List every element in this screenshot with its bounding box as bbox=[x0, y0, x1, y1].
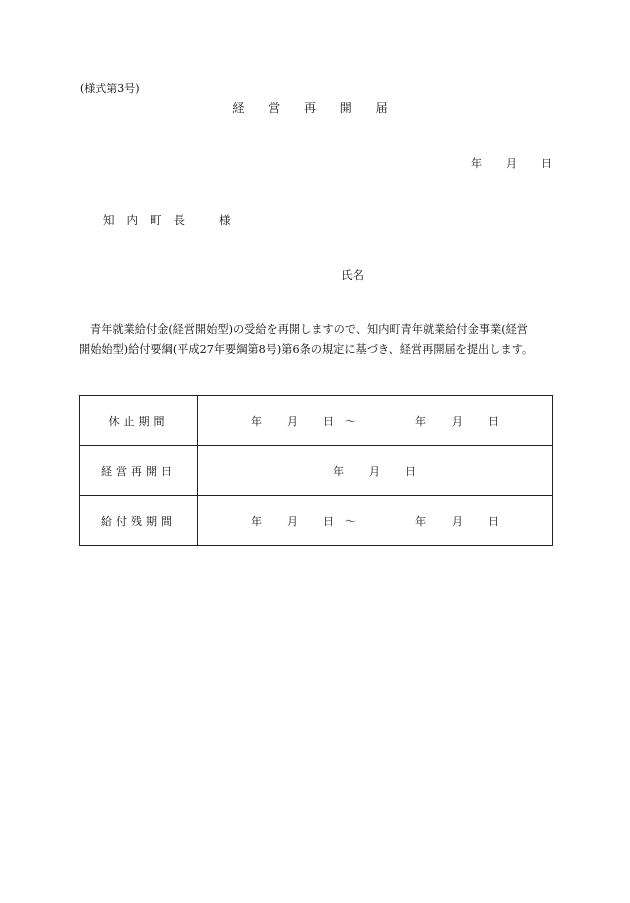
form-number: (様式第3号) bbox=[80, 82, 140, 95]
row-label: 経営再開日 bbox=[80, 446, 198, 496]
body-line-1: 青年就業給付金(経営開始型)の受給を再開しますので、知内町青年就業給付金事業(経営 bbox=[90, 323, 528, 336]
end-year: 年 bbox=[415, 414, 426, 428]
start-month: 月 bbox=[287, 514, 298, 528]
range-tilde: ～ bbox=[345, 514, 356, 528]
resume-year: 年 bbox=[333, 464, 344, 478]
date-day: 日 bbox=[541, 157, 552, 170]
body-paragraph bbox=[79, 320, 559, 360]
table-row-remaining-period bbox=[80, 496, 553, 546]
applicant-name-label: 氏名 bbox=[341, 268, 364, 282]
resume-day: 日 bbox=[405, 464, 416, 478]
resume-month: 月 bbox=[369, 464, 380, 478]
row-value bbox=[198, 496, 553, 546]
table-row-suspension-period bbox=[80, 396, 553, 446]
row-label: 給付残期間 bbox=[80, 496, 198, 546]
row-label: 休止期間 bbox=[80, 396, 198, 446]
body-line-2: 開始始型)給付要綱(平成27年要綱第8号)第6条の規定に基づき、経営再開届を提出します。 bbox=[79, 343, 534, 356]
start-day: 日 bbox=[323, 514, 334, 528]
end-day: 日 bbox=[488, 414, 499, 428]
start-year: 年 bbox=[251, 514, 262, 528]
end-day: 日 bbox=[488, 514, 499, 528]
row-value bbox=[198, 396, 553, 446]
start-year: 年 bbox=[251, 414, 262, 428]
end-month: 月 bbox=[452, 514, 463, 528]
addressee-name: 知内町長 bbox=[103, 213, 197, 227]
addressee-honorific: 様 bbox=[219, 213, 231, 227]
date-year: 年 bbox=[471, 157, 482, 170]
row-value bbox=[198, 446, 553, 496]
start-month: 月 bbox=[287, 414, 298, 428]
start-day: 日 bbox=[323, 414, 334, 428]
end-month: 月 bbox=[452, 414, 463, 428]
range-tilde: ～ bbox=[345, 414, 356, 428]
document-title: 経 営 再 開 届 bbox=[232, 101, 398, 115]
table-row-resume-date bbox=[80, 446, 553, 496]
date-month: 月 bbox=[506, 157, 517, 170]
end-year: 年 bbox=[415, 514, 426, 528]
info-table bbox=[79, 395, 553, 546]
